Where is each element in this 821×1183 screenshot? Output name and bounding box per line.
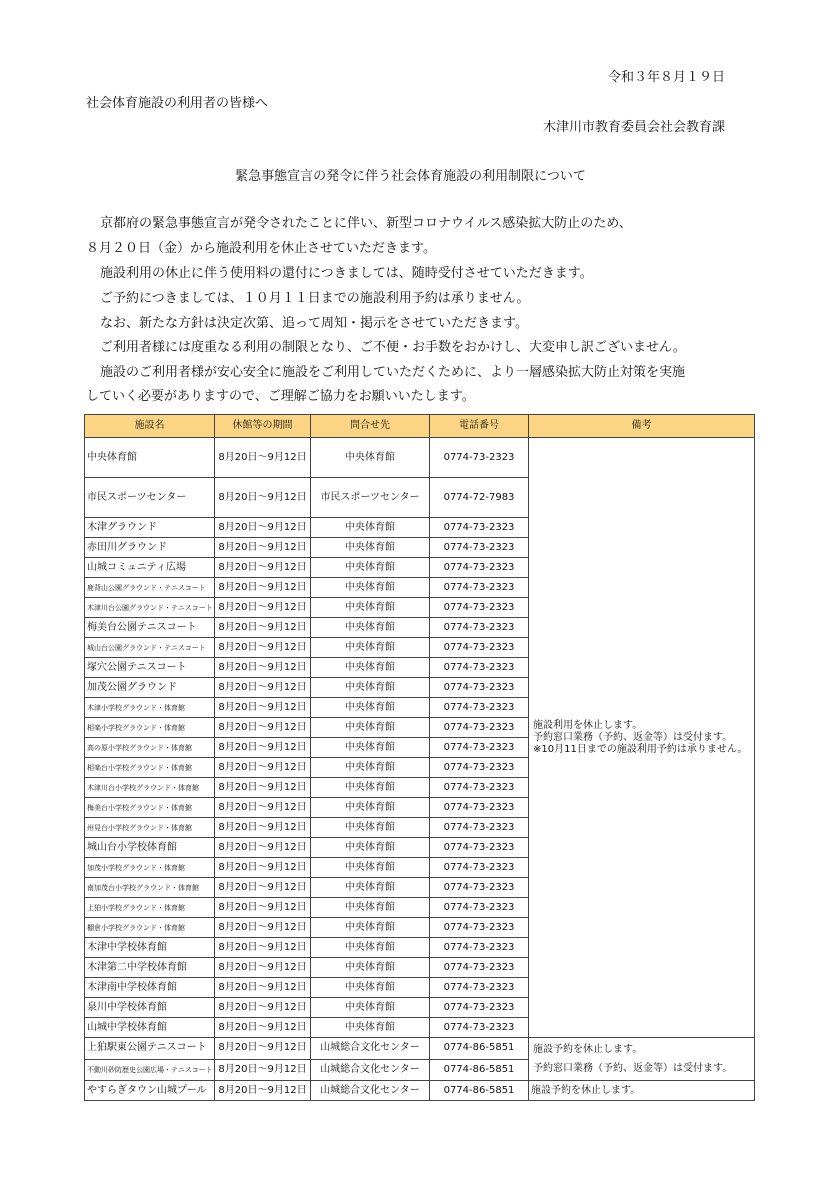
contact-cell: 中央体育館 xyxy=(311,518,430,538)
facility-name-cell: 州見台小学校グラウンド・体育館 xyxy=(85,818,215,838)
notes-cell xyxy=(529,438,755,1038)
phone-cell: 0774-73-2323 xyxy=(430,1018,529,1038)
period-cell: 8月20日～9月12日 xyxy=(215,1059,311,1081)
phone-cell: 0774-73-2323 xyxy=(430,538,529,558)
phone-cell: 0774-86-5851 xyxy=(430,1038,529,1060)
facility-name-cell: 山城中学校体育館 xyxy=(85,1018,215,1038)
facility-name-cell: 木津グラウンド xyxy=(85,518,215,538)
document-date: 令和３年８月１９日 xyxy=(607,70,725,85)
header-notes: 備考 xyxy=(529,415,755,438)
contact-cell: 中央体育館 xyxy=(311,598,430,618)
facility-name-cell: 不動川砂防歴史公園広場・テニスコート xyxy=(85,1059,215,1081)
facility-name-cell: 鹿背山公園グラウンド・テニスコート xyxy=(85,578,215,598)
contact-cell: 中央体育館 xyxy=(311,798,430,818)
phone-cell: 0774-73-2323 xyxy=(430,638,529,658)
body-line: ご予約につきましては、１０月１１日までの施設利用予約は承りません。 xyxy=(100,291,530,306)
note-line: 予約窓口業務（予約、返金等）は受付ます。 xyxy=(533,1063,733,1074)
phone-cell: 0774-73-2323 xyxy=(430,698,529,718)
phone-cell: 0774-73-2323 xyxy=(430,878,529,898)
table-header-row xyxy=(85,415,755,438)
contact-cell: 中央体育館 xyxy=(311,958,430,978)
contact-cell: 中央体育館 xyxy=(311,438,430,478)
facility-name-cell: 城山台小学校体育館 xyxy=(85,838,215,858)
phone-cell: 0774-73-2323 xyxy=(430,598,529,618)
facility-name-cell: 木津小学校グラウンド・体育館 xyxy=(85,698,215,718)
contact-cell: 市民スポーツセンター xyxy=(311,478,430,518)
facility-name-cell: 泉川中学校体育館 xyxy=(85,998,215,1018)
facility-name-cell: 赤田川グラウンド xyxy=(85,538,215,558)
phone-cell: 0774-73-2323 xyxy=(430,558,529,578)
facility-name-cell: 木津川台小学校グラウンド・体育館 xyxy=(85,778,215,798)
period-cell: 8月20日～9月12日 xyxy=(215,898,311,918)
facility-name-cell: 加茂小学校グラウンド・体育館 xyxy=(85,858,215,878)
facility-name-cell: 市民スポーツセンター xyxy=(85,478,215,518)
period-cell: 8月20日～9月12日 xyxy=(215,738,311,758)
sender: 木津川市教育委員会社会教育課 xyxy=(542,120,725,135)
facility-name-cell: 上狛小学校グラウンド・体育館 xyxy=(85,898,215,918)
period-cell: 8月20日～9月12日 xyxy=(215,778,311,798)
period-cell: 8月20日～9月12日 xyxy=(215,598,311,618)
note-line: 予約窓口業務（予約、返金等）は受付ます。 xyxy=(533,731,733,743)
phone-cell: 0774-73-2323 xyxy=(430,778,529,798)
period-cell: 8月20日～9月12日 xyxy=(215,658,311,678)
body-line: 施設のご利用者様が安心安全に施設をご利用していただくために、より一層感染拡大防止対策を実施 xyxy=(100,365,686,380)
phone-cell: 0774-73-2323 xyxy=(430,578,529,598)
phone-cell: 0774-73-2323 xyxy=(430,898,529,918)
facility-name-cell: 上狛駅東公園テニスコート xyxy=(85,1038,215,1060)
contact-cell: 中央体育館 xyxy=(311,698,430,718)
period-cell: 8月20日～9月12日 xyxy=(215,918,311,938)
body-line: ８月２０日（金）から施設利用を休止させていただきます。 xyxy=(86,241,436,256)
facility-name-cell: 木津第二中学校体育館 xyxy=(85,958,215,978)
period-cell: 8月20日～9月12日 xyxy=(215,718,311,738)
period-cell: 8月20日～9月12日 xyxy=(215,838,311,858)
phone-cell: 0774-73-2323 xyxy=(430,858,529,878)
contact-cell: 中央体育館 xyxy=(311,538,430,558)
contact-cell: 中央体育館 xyxy=(311,678,430,698)
facility-name-cell: 相楽台小学校グラウンド・体育館 xyxy=(85,758,215,778)
body-line: していく必要がありますので、ご理解ご協力をお願いいたします。 xyxy=(86,389,475,404)
phone-cell: 0774-73-2323 xyxy=(430,718,529,738)
phone-cell: 0774-73-2323 xyxy=(430,798,529,818)
document-title: 緊急事態宣言の発令に伴う社会体育施設の利用制限について xyxy=(235,169,586,184)
facility-name-cell: 加茂公園グラウンド xyxy=(85,678,215,698)
period-cell: 8月20日～9月12日 xyxy=(215,1081,311,1101)
header-facility: 施設名 xyxy=(85,415,215,438)
note-line: 施設利用を休止します。 xyxy=(533,719,643,731)
phone-cell: 0774-86-5851 xyxy=(430,1059,529,1081)
facility-name-cell: 高の原小学校グラウンド・体育館 xyxy=(85,738,215,758)
phone-cell: 0774-72-7983 xyxy=(430,478,529,518)
period-cell: 8月20日～9月12日 xyxy=(215,878,311,898)
phone-cell: 0774-86-5851 xyxy=(430,1081,529,1101)
contact-cell: 中央体育館 xyxy=(311,618,430,638)
phone-cell: 0774-73-2323 xyxy=(430,438,529,478)
contact-cell: 中央体育館 xyxy=(311,938,430,958)
phone-cell: 0774-73-2323 xyxy=(430,758,529,778)
contact-cell: 山城総合文化センター xyxy=(311,1059,430,1081)
contact-cell: 中央体育館 xyxy=(311,858,430,878)
notes-cell xyxy=(529,1038,755,1081)
phone-cell: 0774-73-2323 xyxy=(430,818,529,838)
contact-cell: 中央体育館 xyxy=(311,838,430,858)
contact-cell: 中央体育館 xyxy=(311,738,430,758)
facility-name-cell: 梅美台小学校グラウンド・体育館 xyxy=(85,798,215,818)
phone-cell: 0774-73-2323 xyxy=(430,958,529,978)
facility-name-cell: 梅美台公園テニスコート xyxy=(85,618,215,638)
contact-cell: 山城総合文化センター xyxy=(311,1038,430,1060)
table-row xyxy=(85,1038,755,1060)
period-cell: 8月20日～9月12日 xyxy=(215,578,311,598)
phone-cell: 0774-73-2323 xyxy=(430,838,529,858)
period-cell: 8月20日～9月12日 xyxy=(215,538,311,558)
period-cell: 8月20日～9月12日 xyxy=(215,758,311,778)
table-body xyxy=(85,438,755,1101)
period-cell: 8月20日～9月12日 xyxy=(215,638,311,658)
phone-cell: 0774-73-2323 xyxy=(430,978,529,998)
facility-name-cell: 城山台公園グラウンド・テニスコート xyxy=(85,638,215,658)
contact-cell: 中央体育館 xyxy=(311,638,430,658)
facility-name-cell: 相楽小学校グラウンド・体育館 xyxy=(85,718,215,738)
phone-cell: 0774-73-2323 xyxy=(430,738,529,758)
phone-cell: 0774-73-2323 xyxy=(430,678,529,698)
table-row xyxy=(85,438,755,478)
contact-cell: 中央体育館 xyxy=(311,758,430,778)
contact-cell: 中央体育館 xyxy=(311,658,430,678)
period-cell: 8月20日～9月12日 xyxy=(215,438,311,478)
table-row xyxy=(85,1081,755,1101)
period-cell: 8月20日～9月12日 xyxy=(215,698,311,718)
contact-cell: 中央体育館 xyxy=(311,998,430,1018)
contact-cell: 中央体育館 xyxy=(311,878,430,898)
contact-cell: 中央体育館 xyxy=(311,898,430,918)
note-line: 施設予約を休止します。 xyxy=(533,1044,643,1055)
phone-cell: 0774-73-2323 xyxy=(430,998,529,1018)
period-cell: 8月20日～9月12日 xyxy=(215,798,311,818)
header-period: 休館等の期間 xyxy=(215,415,311,438)
period-cell: 8月20日～9月12日 xyxy=(215,1038,311,1060)
phone-cell: 0774-73-2323 xyxy=(430,518,529,538)
addressee: 社会体育施設の利用者の皆様へ xyxy=(86,96,269,111)
body-line: なお、新たな方針は決定次第、追って周知・掲示をさせていただきます。 xyxy=(100,316,528,331)
contact-cell: 山城総合文化センター xyxy=(311,1081,430,1101)
facility-name-cell: 木津南中学校体育館 xyxy=(85,978,215,998)
facility-name-cell: 木津中学校体育館 xyxy=(85,938,215,958)
period-cell: 8月20日～9月12日 xyxy=(215,618,311,638)
header-phone: 電話番号 xyxy=(430,415,529,438)
facility-name-cell: 南加茂台小学校グラウンド・体育館 xyxy=(85,878,215,898)
facility-name-cell: やすらぎタウン山城プール xyxy=(85,1081,215,1101)
phone-cell: 0774-73-2323 xyxy=(430,658,529,678)
facility-name-cell: 塚穴公園テニスコート xyxy=(85,658,215,678)
facility-name-cell: 棚倉小学校グラウンド・体育館 xyxy=(85,918,215,938)
notes-cell: 施設予約を休止します。 xyxy=(529,1081,755,1101)
period-cell: 8月20日～9月12日 xyxy=(215,478,311,518)
contact-cell: 中央体育館 xyxy=(311,1018,430,1038)
period-cell: 8月20日～9月12日 xyxy=(215,958,311,978)
period-cell: 8月20日～9月12日 xyxy=(215,938,311,958)
facility-name-cell: 山城コミュニティ広場 xyxy=(85,558,215,578)
phone-cell: 0774-73-2323 xyxy=(430,918,529,938)
body-line: 京都府の緊急事態宣言が発令されたことに伴い、新型コロナウイルス感染拡大防止のため、 xyxy=(100,216,632,231)
contact-cell: 中央体育館 xyxy=(311,718,430,738)
body-line: 施設利用の休止に伴う使用料の還付につきましては、随時受付させていただきます。 xyxy=(100,266,593,281)
phone-cell: 0774-73-2323 xyxy=(430,618,529,638)
contact-cell: 中央体育館 xyxy=(311,918,430,938)
period-cell: 8月20日～9月12日 xyxy=(215,1018,311,1038)
contact-cell: 中央体育館 xyxy=(311,778,430,798)
period-cell: 8月20日～9月12日 xyxy=(215,998,311,1018)
contact-cell: 中央体育館 xyxy=(311,978,430,998)
contact-cell: 中央体育館 xyxy=(311,578,430,598)
phone-cell: 0774-73-2323 xyxy=(430,938,529,958)
period-cell: 8月20日～9月12日 xyxy=(215,978,311,998)
period-cell: 8月20日～9月12日 xyxy=(215,558,311,578)
contact-cell: 中央体育館 xyxy=(311,558,430,578)
facility-name-cell: 中央体育館 xyxy=(85,438,215,478)
contact-cell: 中央体育館 xyxy=(311,818,430,838)
period-cell: 8月20日～9月12日 xyxy=(215,858,311,878)
period-cell: 8月20日～9月12日 xyxy=(215,518,311,538)
facility-table xyxy=(84,414,755,1101)
header-contact: 問合せ先 xyxy=(311,415,430,438)
body-line: ご利用者様には度重なる利用の制限となり、ご不便・お手数をおかけし、大変申し訳ございません。 xyxy=(100,340,686,355)
note-line: ※10月11日までの施設利用予約は承りません。 xyxy=(533,743,748,755)
facility-name-cell: 木津川台公園グラウンド・テニスコート xyxy=(85,598,215,618)
period-cell: 8月20日～9月12日 xyxy=(215,818,311,838)
period-cell: 8月20日～9月12日 xyxy=(215,678,311,698)
